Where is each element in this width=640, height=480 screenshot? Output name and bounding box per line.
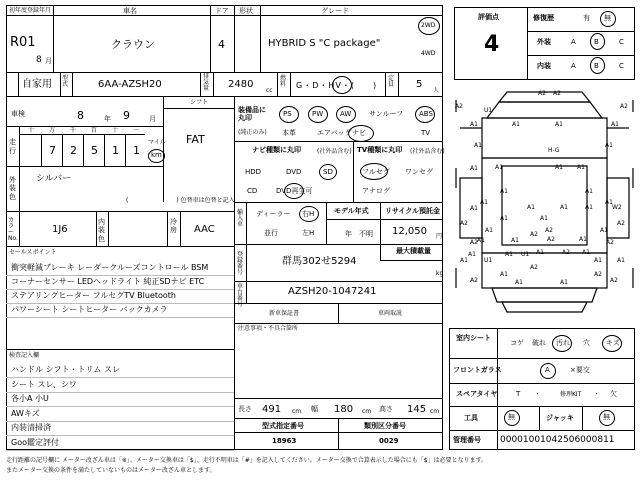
exterior-note: ( ) 色替車は色替と記入 <box>126 197 235 204</box>
mileage-label: 走行 <box>9 138 16 156</box>
sales-point-line: パワーシート シートヒーター バックカメラ <box>11 305 168 314</box>
score-label: 評価点 <box>478 13 499 21</box>
mileage-digit: 7 <box>49 144 56 157</box>
int-grade-a: A <box>571 62 576 70</box>
damage-code: A1 <box>617 257 625 264</box>
exterior-color: シルバー <box>36 174 72 184</box>
parallel-option: 並行 <box>264 229 278 237</box>
designation-value: 18963 <box>272 437 297 445</box>
mileage-digit-label: 一 <box>133 127 140 134</box>
inspector-note-line: 内装清掃済 <box>11 423 51 432</box>
use-type: 自家用 <box>22 79 52 90</box>
height-value: 145 <box>407 404 427 415</box>
width-label: 幅 <box>311 405 318 413</box>
mileage-unit-label: マイル <box>148 139 166 146</box>
inspection-year-unit: 年 <box>104 115 111 123</box>
model-year-value: 年 不明 <box>345 230 373 238</box>
tools-none: 無 <box>508 413 515 421</box>
equip-aw: AW <box>340 110 352 118</box>
mileage-digit-label: 万 <box>49 127 56 134</box>
shift-value: FAT <box>186 133 205 146</box>
damage-code: A2 <box>553 90 561 97</box>
model-year-label: モデル年式 <box>334 207 369 215</box>
tv-sublabel: (社外品含む) <box>410 148 445 155</box>
mileage-digit: 1 <box>133 144 140 157</box>
mileage-digit-label: 十 <box>28 127 35 134</box>
damage-code: A2 <box>545 227 553 234</box>
jack-label: ジャッキ <box>546 414 574 422</box>
damage-code: A1 <box>527 204 535 211</box>
damage-code: A1 <box>605 142 613 149</box>
damage-code: A2 <box>470 239 478 246</box>
seat-label: 室内シート <box>456 334 491 342</box>
damage-code: A2 <box>620 103 628 110</box>
nav-dvd: DVD <box>286 168 302 176</box>
damage-code: A1 <box>594 257 602 264</box>
handle-right: 右H <box>302 210 315 218</box>
damage-code: A1 <box>540 215 548 222</box>
damage-code: A2 <box>530 231 538 238</box>
seat-option: 汚れ <box>556 339 570 347</box>
drive-4wd: 4WD <box>421 50 436 57</box>
ext-label: 外装 <box>537 38 551 46</box>
sales-point-line: 衝突軽減ブレーキ レーダークルーズコントロール BSM <box>11 263 209 272</box>
equipment-sublabel: (純正のみ) <box>238 129 267 136</box>
damage-code: A1 <box>605 199 613 206</box>
int-label: 内装 <box>537 62 551 70</box>
damage-code: A2 <box>610 277 618 284</box>
repair-label: 修復歴 <box>533 14 554 22</box>
damage-code: U1 <box>484 257 493 264</box>
mileage-unit: km <box>151 151 162 159</box>
nav-dvd-play: DVD再生可 <box>276 187 313 195</box>
damage-code: A1 <box>495 164 503 171</box>
mileage-digit-label: 百 <box>91 127 98 134</box>
score-value: 4 <box>484 32 500 57</box>
damage-code: A2 <box>617 220 625 227</box>
door-count: 4 <box>218 38 225 51</box>
inspector-note-line: ハンドル シフト・トリム スレ <box>11 365 121 374</box>
inspector-note-line: 各小A 小U <box>11 394 49 403</box>
equip-pw: PW <box>312 110 324 118</box>
sales-point-line: ステアリングヒーター フルセグTV Bluetooth <box>11 291 176 300</box>
spare-none: 欠 <box>610 390 617 398</box>
damage-code: A1 <box>512 121 520 128</box>
inspector-note-line: AWキズ <box>11 408 40 418</box>
class-label: 類別区分番号 <box>364 422 406 430</box>
model-code: 6AA-AZSH20 <box>98 79 162 90</box>
fuel-label: 燃料 <box>280 75 287 88</box>
seat-option: コゲ <box>510 339 524 347</box>
tools-label: 工具 <box>464 414 478 422</box>
recycle-value: 12,050 <box>392 226 427 237</box>
inspection-label: 車検 <box>11 110 25 118</box>
nav-sublabel: (社外品含む) <box>317 148 352 155</box>
damage-code: A1 <box>515 279 523 286</box>
length-label: 長さ <box>238 405 252 413</box>
front-glass-replace: ×要交 <box>570 366 590 374</box>
tv-oneseg: ワンセグ <box>405 168 433 176</box>
damage-code: A2 <box>460 220 468 227</box>
recycle-unit: 円 <box>436 233 443 240</box>
sales-point-line: コーナーセンサー LEDヘッドライト 純正SDナビ ETC <box>11 277 205 286</box>
ext-grade-b: B <box>594 38 599 46</box>
equip-nav: ナビ <box>352 129 366 137</box>
damage-code: A1 <box>560 204 568 211</box>
mileage-digit: 2 <box>70 144 77 157</box>
damage-code: A1 <box>555 164 563 171</box>
grade-value: HYBRID S "C package" <box>268 38 381 49</box>
spare-label: スペアタイヤ <box>456 390 498 398</box>
inspector-note-line: シート スレ、シワ <box>11 379 77 389</box>
damage-code: A1 <box>577 164 585 171</box>
damage-code: A2 <box>594 271 602 278</box>
max-load-label: 最大積載量 <box>396 247 431 255</box>
damage-code: A1 <box>474 142 482 149</box>
nav-sd: SD <box>323 168 333 176</box>
height-unit: cm <box>430 408 440 415</box>
front-glass-label: フロントガラス <box>453 366 502 374</box>
equipment-label: 装備品に丸印 <box>238 106 266 123</box>
tv-analog: アナログ <box>362 187 390 195</box>
shift-label: シフト <box>190 99 209 106</box>
kg-unit: kg <box>436 270 444 277</box>
first-reg-month: 8 <box>36 55 42 65</box>
damage-code: A1 <box>500 188 508 195</box>
notes-label: 注意事項・不具合箇所 <box>238 325 299 332</box>
inspector-label: 検査記入欄 <box>9 352 40 359</box>
damage-code: A2 <box>606 239 614 246</box>
color-no-label: カラーNo. <box>8 217 18 242</box>
damage-code: A1 <box>500 271 508 278</box>
warranty-new: 新車保証書 <box>269 310 300 317</box>
reg-label: 登録番号 <box>237 251 244 276</box>
damage-code: A2 <box>455 103 463 110</box>
damage-code: U1 <box>521 251 530 258</box>
inspection-year: 8 <box>77 109 84 122</box>
damage-code: U1 <box>484 107 493 114</box>
reg-value: 群馬302せ5294 <box>282 256 357 267</box>
front-glass-a: A <box>545 366 550 374</box>
mgmt-label: 管理番号 <box>453 436 481 444</box>
equip-airbag: エアバッグ <box>317 129 352 137</box>
length-unit: cm <box>292 408 302 415</box>
width-unit: cm <box>362 408 372 415</box>
damage-code: A1 <box>470 165 478 172</box>
equip-ps: PS <box>283 110 292 118</box>
int-grade-b: B <box>594 62 599 70</box>
width-value: 180 <box>334 404 354 415</box>
damage-code: A1 <box>536 249 544 256</box>
jack-none: 無 <box>603 413 610 421</box>
nav-label: ナビ種類に丸印 <box>252 146 301 154</box>
fuel-options: G・D・HV・( ) <box>296 81 378 90</box>
nav-hdd: HDD <box>245 168 262 176</box>
repair-yes: 有 <box>583 14 590 22</box>
damage-code: A2 <box>538 90 546 97</box>
equip-tv: TV <box>421 129 431 137</box>
damage-code: A1 <box>460 257 468 264</box>
damage-code: A2 <box>562 249 570 256</box>
tv-label: TV種類に丸印 <box>357 146 403 154</box>
damage-code: A2 <box>470 277 478 284</box>
first-reg-year: R01 <box>10 35 36 50</box>
inspector-note-line: Goo鑑定評付 <box>11 437 59 447</box>
tv-fullseg: フルセグ <box>362 168 390 176</box>
inspection-month-unit: 月 <box>149 115 156 123</box>
person-unit: 人 <box>433 87 440 94</box>
damage-code: A1 <box>582 249 590 256</box>
height-label: 高さ <box>379 405 393 413</box>
damage-code: A1 <box>600 227 608 234</box>
class-value: 0029 <box>379 437 399 445</box>
damage-code: A1 <box>555 121 563 128</box>
damage-code: A1 <box>511 237 519 244</box>
damage-code: A1 <box>585 204 593 211</box>
ac-label: 冷房 <box>170 218 177 235</box>
seat-option: キズ <box>606 339 620 347</box>
designation-label: 型式指定番号 <box>262 422 304 430</box>
capacity-label: 定員 <box>388 75 395 88</box>
damage-code: A1 <box>579 236 587 243</box>
capacity-value: 5 <box>416 79 423 90</box>
warranty-manual: 車両取説 <box>378 310 403 317</box>
damage-code: A2 <box>530 264 538 271</box>
damage-code: A1 <box>485 227 493 234</box>
spare-dot1: ・ <box>534 390 541 398</box>
drive-2wd: 2WD <box>421 22 436 29</box>
month-unit: 月 <box>45 57 52 65</box>
damage-code: A1 <box>480 199 488 206</box>
displacement-label: 排気量 <box>203 73 210 92</box>
door-label: ドア <box>215 7 229 15</box>
length-value: 491 <box>262 404 282 415</box>
ext-grade-c: C <box>619 38 624 46</box>
seat-option: 破れ <box>532 339 546 347</box>
mileage-digit: 1 <box>112 144 119 157</box>
damage-code: A1 <box>505 251 513 258</box>
fuel-hv-circle <box>332 76 352 94</box>
recycle-label: リサイクル預託金 <box>385 207 441 215</box>
equip-sunroof: サンルーフ <box>369 110 404 118</box>
cc-unit: cc <box>266 87 273 94</box>
int-grade-c: C <box>619 62 624 70</box>
damage-code: A1 <box>500 215 508 222</box>
damage-code: A1 <box>470 121 478 128</box>
damage-code: A1 <box>560 279 568 286</box>
seat-option: 穴 <box>583 339 590 347</box>
spare-t: T <box>516 390 521 398</box>
damage-code: A1 <box>468 251 476 258</box>
sales-label: セールスポイント <box>9 249 57 256</box>
damage-code: A2 <box>547 236 555 243</box>
nav-cd: CD <box>247 187 258 195</box>
handle-left: 左H <box>302 229 315 237</box>
footer-note-2: またメーター交換の条件を満たしていないものはメーター改ざん車とします。 <box>6 467 216 474</box>
shape-label: 形状 <box>239 7 253 15</box>
spare-dot2: ・ <box>593 390 600 398</box>
chassis-label: 車台番号 <box>237 283 244 308</box>
interior-color-label: 内装色 <box>98 218 105 243</box>
ac-value: AAC <box>194 224 215 235</box>
mileage-digit-label: 十 <box>112 127 119 134</box>
equip-abs: ABS <box>419 110 433 118</box>
chassis-value: AZSH20-1047241 <box>288 286 377 297</box>
mgmt-value: 00001001042506000811 <box>500 435 615 445</box>
color-no-value: 1J6 <box>52 224 68 235</box>
dealer-option: ディーラー <box>256 210 291 218</box>
ext-grade-a: A <box>571 38 576 46</box>
type-label: 型式 <box>62 75 69 88</box>
damage-code: A1 <box>477 237 485 244</box>
grade-label: グレード <box>321 7 349 15</box>
footer-note-1: 走行距離の記号欄に メーター改ざん車は「※」、メーター交換車は「$」、走行不明車は「#」を記入してください。メーター交換で合算表示した場合にも「$」は必要となります。 <box>6 457 488 464</box>
spare-kit: 修理KIT <box>560 391 582 398</box>
damage-code: A1 <box>611 121 619 128</box>
car-name: クラウン <box>111 38 155 51</box>
damage-code: W2 <box>612 204 622 211</box>
import-label: 輸入車 <box>237 209 244 228</box>
mileage-digit-label: 千 <box>70 127 77 134</box>
repair-no: 無 <box>604 14 611 22</box>
damage-mark: H-G <box>548 147 560 154</box>
name-label: 車名 <box>123 7 137 15</box>
damage-code: A1 <box>585 188 593 195</box>
inspection-month: 9 <box>123 109 130 122</box>
exterior-label: 外装色 <box>9 176 16 201</box>
first-reg-label: 初年度登録年月 <box>9 7 52 14</box>
damage-code: A1 <box>470 205 478 212</box>
mileage-digit: 5 <box>91 144 98 157</box>
displacement-value: 2480 <box>228 79 254 90</box>
equip-leather: 本革 <box>282 129 296 137</box>
